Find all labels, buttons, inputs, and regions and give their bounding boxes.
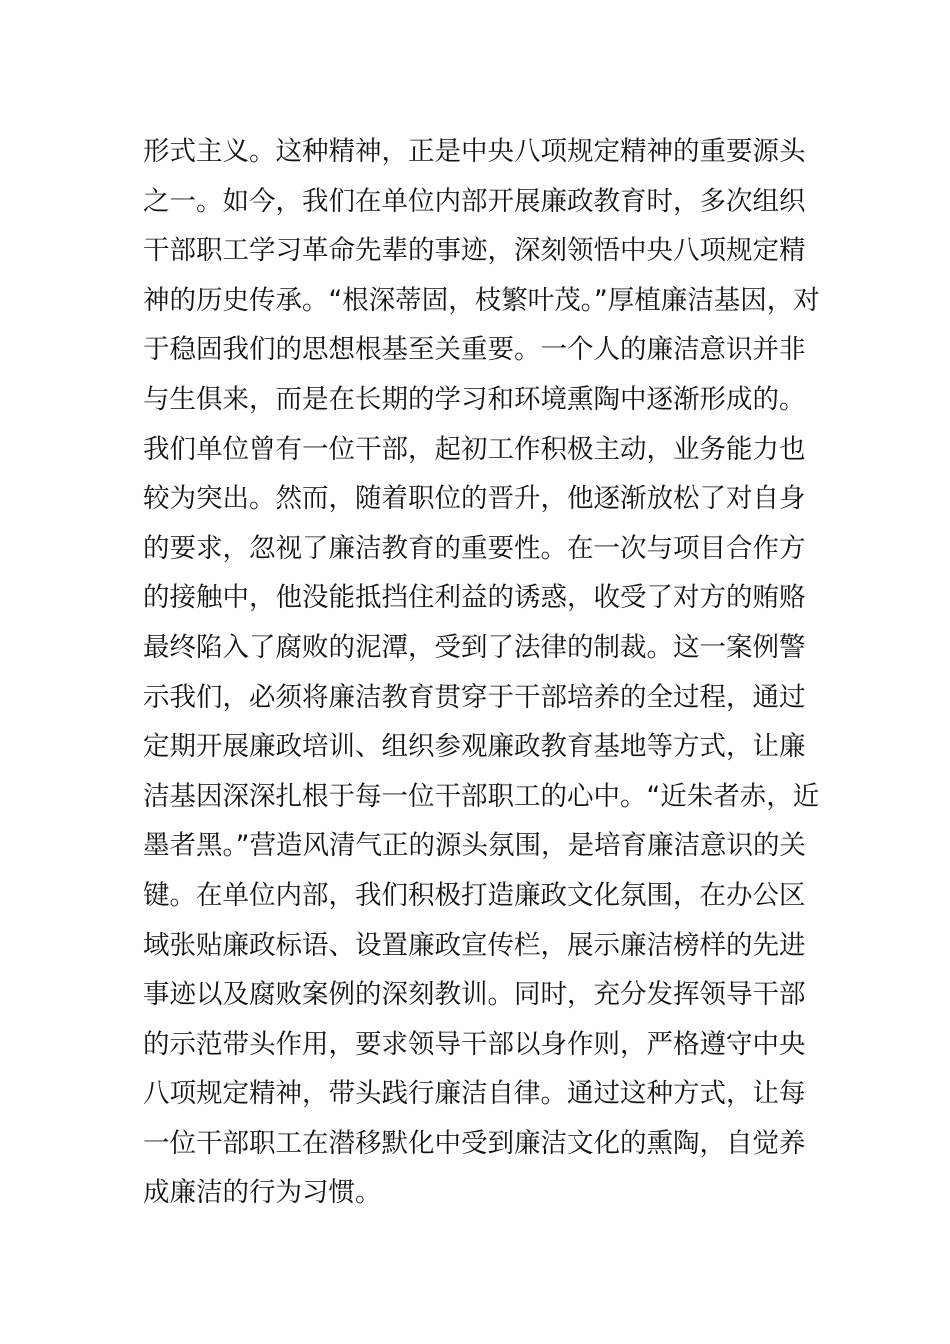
- text-line: 域张贴廉政标语、设置廉政宣传栏，展示廉洁榜样的先进: [143, 929, 806, 961]
- text-line: 墨者黑。”营造风清气正的源头氛围，是培育廉洁意识的关: [143, 830, 806, 862]
- text-line: 形式主义。这种精神，正是中央八项规定精神的重要源头: [143, 136, 806, 167]
- text-line: 之一。如今，我们在单位内部开展廉政教育时，多次组织: [143, 185, 806, 217]
- text-line: 神的历史传承。“根深蒂固，枝繁叶茂。”厚植廉洁基因，对: [143, 284, 820, 316]
- text-line: 事迹以及腐败案例的深刻教训。同时，充分发挥领导干部: [143, 979, 806, 1011]
- text-line: 最终陷入了腐败的泥潭，受到了法律的制裁。这一案例警: [143, 631, 806, 663]
- body-paragraph: [143, 127, 820, 1218]
- text-line: 成廉洁的行为习惯。: [143, 1177, 382, 1209]
- text-line: 定期开展廉政培训、组织参观廉政教育基地等方式，让廉: [143, 731, 806, 763]
- text-line: 与生俱来，而是在长期的学习和环境熏陶中逐渐形成的。: [143, 383, 806, 415]
- text-line: 的接触中，他没能抵挡住利益的诱惑，收受了对方的贿赂: [143, 582, 806, 614]
- text-line: 键。在单位内部，我们积极打造廉政文化氛围，在办公区: [143, 879, 806, 911]
- text-line: 于稳固我们的思想根基至关重要。一个人的廉洁意识并非: [143, 334, 806, 366]
- text-line: 的要求，忽视了廉洁教育的重要性。在一次与项目合作方: [143, 532, 806, 564]
- text-line: 八项规定精神，带头践行廉洁自律。通过这种方式，让每: [143, 1078, 806, 1110]
- text-line: 一位干部职工在潜移默化中受到廉洁文化的熏陶，自觉养: [143, 1127, 806, 1159]
- text-line: 较为突出。然而，随着职位的晋升，他逐渐放松了对自身: [143, 483, 806, 515]
- text-line: 的示范带头作用，要求领导干部以身作则，严格遵守中央: [143, 1028, 806, 1060]
- text-line: 示我们，必须将廉洁教育贯穿于干部培养的全过程，通过: [143, 681, 806, 713]
- text-line: 我们单位曾有一位干部，起初工作积极主动，业务能力也: [143, 433, 806, 465]
- text-line: 干部职工学习革命先辈的事迹，深刻领悟中央八项规定精: [143, 235, 806, 267]
- text-line: 洁基因深深扎根于每一位干部职工的心中。“近朱者赤，近: [143, 780, 820, 812]
